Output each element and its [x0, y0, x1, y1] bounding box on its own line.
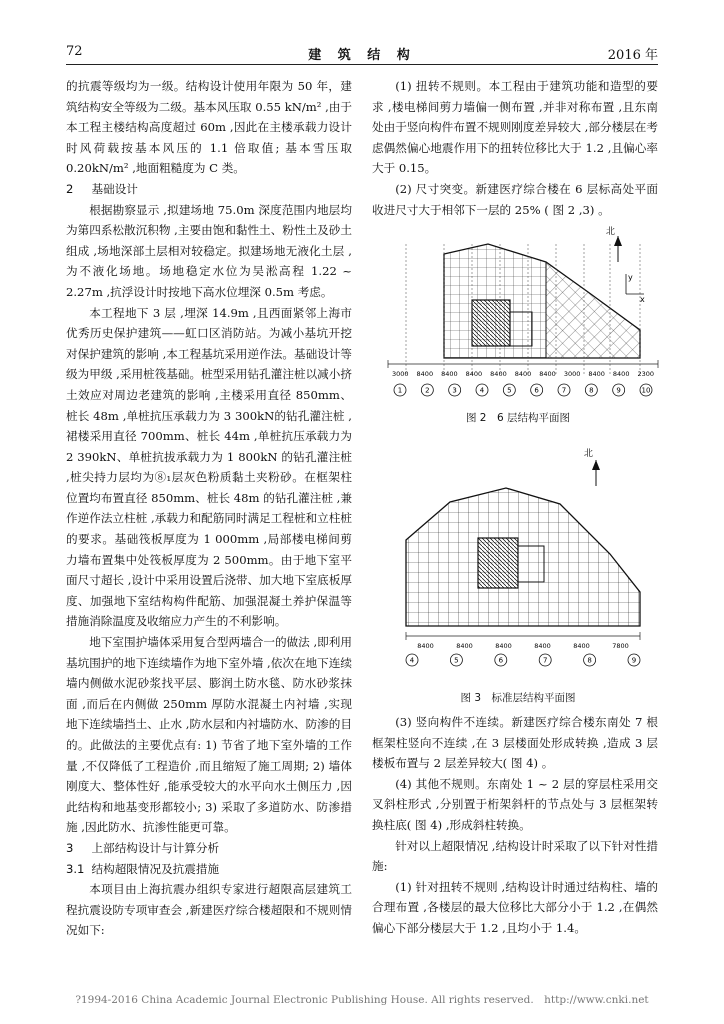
- axis-label: 9: [616, 386, 621, 395]
- axis-label: 6: [498, 656, 504, 665]
- span-label: 8400: [534, 642, 551, 650]
- span-label: 3000: [391, 370, 409, 378]
- y-axis-label: y: [628, 273, 633, 282]
- north-label: 北: [606, 227, 616, 237]
- figure-2-drawing: [378, 222, 668, 402]
- north-label: 北: [584, 449, 594, 459]
- axis-label: 10: [641, 386, 651, 395]
- figure-3: [378, 442, 668, 670]
- left-column: [66, 76, 352, 941]
- paragraph-setback: (2) 尺寸突变。新建医疗综合楼在 6 层标高处平面收进尺寸大于相邻下一层的 25% ( 图 2 ,3) 。: [372, 181, 658, 217]
- axis-label: 7: [542, 656, 548, 665]
- paragraph-torsion-measure: (1) 针对扭转不规则 ,结构设计时通过结构柱、墙的合理布置 ,各楼层的最大位移比大部分小于 1.2 ,在偶然偏心下部分楼层大于 1.2 ,且均小于 1.4。: [372, 879, 658, 935]
- axis-label: 3: [452, 386, 457, 395]
- span-label: 8400: [490, 370, 507, 378]
- axis-label: 4: [479, 386, 485, 395]
- core-wall: [478, 538, 518, 588]
- axis-bubbles: [406, 654, 640, 666]
- span-label: 2300: [637, 370, 655, 378]
- paragraph-basement-wall: 地下室围护墙体采用复合型两墙合一的做法 ,即利用基坑围护的地下连续墙作为地下室外墙 ,依次在地下连续墙内侧做水泥砂浆找平层、膨润土防水毯、防水砂浆抹面 ,而后在内侧做 250mm 厚防水混凝土内衬墙 ,实现地下连续墙挡土、止水 ,防水层和内衬墙防水、防渗的目的。此做法的主要优点有: 1) 节省了地下室外墙的工作量 ,不仅降低了工程造价 ,而且缩短了施工周期; 2) 墙体刚度大、整体性好 ,能承受较大的水平向水土侧压力 ,因此结构和地基变形都较小; 3) 采取了多道防水、防渗措施 ,因此防水、抗渗性能更可靠。: [66, 635, 352, 835]
- north-arrow: [606, 225, 622, 262]
- axis-indicator: [626, 273, 645, 304]
- span-label: 8400: [612, 370, 630, 378]
- axis-label: 2: [425, 386, 430, 395]
- figure-3-drawing: [378, 442, 668, 670]
- span-label: 8400: [417, 642, 434, 650]
- paragraph-review: 本项目由上海抗震办组织专家进行超限高层建筑工程抗震设防专项审查会 ,新建医疗综合楼超限和不规则情况如下:: [66, 882, 352, 938]
- dimension-line: [406, 632, 640, 640]
- axis-label: 1: [397, 386, 403, 395]
- section-number: 2: [66, 181, 74, 196]
- axis-label: 6: [534, 386, 539, 395]
- span-label: 3000: [563, 370, 581, 378]
- axis-label: 4: [409, 656, 415, 665]
- span-label: 8400: [465, 370, 483, 378]
- axis-label: 7: [561, 386, 567, 395]
- figure-3-caption: 图 3 标准层结构平面图: [460, 692, 576, 704]
- section-3-heading: [66, 838, 352, 859]
- figure-2: [378, 222, 668, 402]
- header-rule: [66, 64, 658, 65]
- paragraph-measures-intro: 针对以上超限情况 ,结构设计时采取了以下针对性措施:: [372, 838, 658, 874]
- axis-label: 5: [454, 656, 459, 665]
- paragraph-other-irregularity: (4) 其他不规则。东南处 1 ~ 2 层的穿层柱采用交叉斜柱形式 ,分别置于桁架斜杆的节点处与 3 层框架转换柱底( 图 4) ,形成斜柱转换。: [372, 776, 658, 832]
- section-2-heading: [66, 179, 352, 200]
- axis-label: 5: [507, 386, 512, 395]
- axis-label: 8: [587, 656, 592, 665]
- span-label: 8400: [588, 370, 605, 378]
- paragraph-geology: 根据勘察显示 ,拟建场地 75.0m 深度范围内地层均为第四系松散沉积物 ,主要由饱和黏性土、粉性土及砂土组成 ,场地深部土层相对较稳定。拟建场地无液化土层 ,为不液化场地。场地稳定水位为吴淞高程 1.22 ~ 2.27m ,抗浮设计时按地下高水位埋深 0.5m 考虑。: [66, 202, 352, 299]
- span-dimensions: [392, 370, 654, 378]
- section-3-1-heading: [66, 859, 352, 880]
- section-title: 基础设计: [91, 181, 138, 196]
- paragraph-vertical-discontinuity: (3) 竖向构件不连续。新建医疗综合楼东南处 7 根框架柱竖向不连续 ,在 3 层楼面处形成转换 ,造成 3 层楼板布置与 2 层差异较大( 图 4) 。: [372, 715, 658, 771]
- span-label: 7800: [612, 642, 629, 650]
- span-label: 8400: [514, 370, 532, 378]
- page-number: 72: [66, 44, 83, 59]
- floor-slab-outline: [406, 488, 640, 626]
- section-number: 3: [66, 840, 74, 855]
- span-label: 8400: [456, 642, 473, 650]
- paragraph-foundation: 本工程地下 3 层 ,埋深 14.9m ,且西面紧邻上海市优秀历史保护建筑——虹口区消防站。为减小基坑开挖对保护建筑的影响 ,本工程基坑采用逆作法。基础设计等级为甲级 ,采用桩筏基础。桩型采用钻孔灌注桩以减小挤土效应对周边老建筑的影响 ,主楼采用直径 850mm、桩长 48m ,单桩抗压承载力为 3 300kN的钻孔灌注桩 ,裙楼采用直径 700mm、桩长 44m ,单桩抗压承载力为 2 390kN、单桩抗拔承载力为 1 800kN 的钻孔灌注桩 ,桩尖持力层均为⑧₁层灰色粉质黏土夹粉砂。在框架柱位置均布置直径 850mm、桩长 48m 的钻孔灌注桩 ,兼作逆作法立柱桩 ,承载力和配筋同时满足工程桩和立柱桩的要求。基础筏板厚度为 1 000mm ,局部楼电梯间剪力墙布置集中处筏板厚度为 2 500mm。由于地下室平面尺寸超长 ,设计中采用设置后浇带、加大地下室底板厚度、加强地下室结构构件配筋、加强混凝土养护保温等措施消除温度及收缩应力产生的不利影响。: [66, 305, 352, 629]
- axis-label: 8: [589, 386, 594, 395]
- issue-year: 2016 年: [607, 48, 658, 63]
- span-label: 8400: [441, 370, 458, 378]
- figure-2-caption: 图 2 6 层结构平面图: [465, 412, 571, 424]
- right-column-bottom: [372, 712, 658, 939]
- x-axis-label: x: [640, 295, 645, 304]
- section-title: 上部结构设计与计算分析: [91, 840, 220, 855]
- axis-label: 9: [631, 656, 637, 665]
- section-title: 结构超限情况及抗震措施: [91, 861, 220, 876]
- span-label: 8400: [416, 370, 434, 378]
- axis-bubbles: [394, 384, 652, 396]
- span-dimensions: [417, 642, 629, 650]
- paragraph-seismic: 的抗震等级均为一级。结构设计使用年限为 50 年，建筑结构安全等级为二级。基本风压取 0.55 kN/m² ,由于本工程主楼结构高度超过 60m ,因此在主楼承载力设计时风荷载按基本风压的 1.1 倍取值; 基本雪压取 0.20kN/m² ,地面粗糙度为 C 类。: [66, 79, 352, 176]
- section-number: 3.1: [66, 861, 85, 876]
- span-label: 8400: [573, 642, 590, 650]
- journal-title: 建 筑 结 构: [308, 48, 416, 63]
- span-label: 8400: [539, 370, 556, 378]
- north-arrow: [584, 447, 600, 486]
- core-wall: [472, 300, 510, 346]
- span-label: 8400: [495, 642, 512, 650]
- dimension-line: [388, 360, 658, 368]
- copyright-footer: ?1994-2016 China Academic Journal Electronic Publishing House. All rights reserved. http://www.cnki.net: [75, 994, 649, 1006]
- paragraph-torsion: (1) 扭转不规则。本工程由于建筑功能和造型的要求 ,楼电梯间剪力墙偏一侧布置 ,并非对称布置 ,且东南处由于竖向构件布置不规则刚度差异较大 ,部分楼层在考虑偶然偏心地震作用下的扭转位移比大于 1.2 ,且偏心率大于 0.15。: [372, 79, 658, 176]
